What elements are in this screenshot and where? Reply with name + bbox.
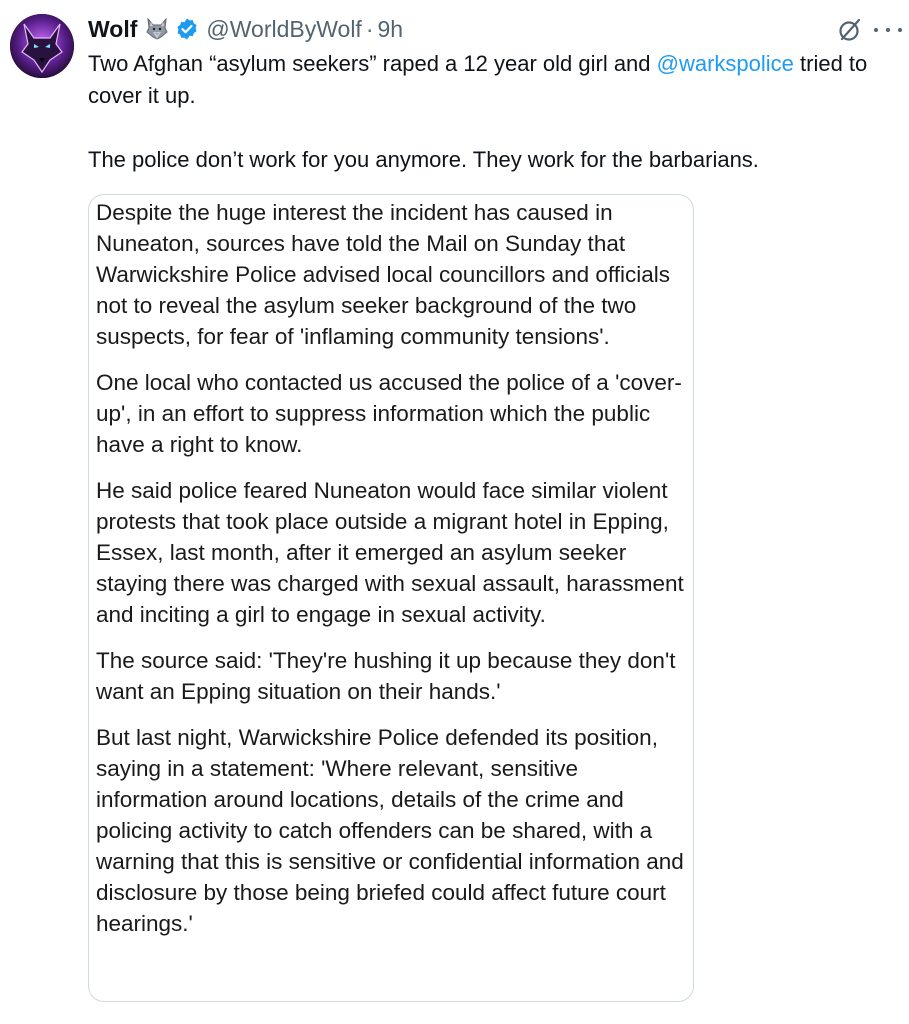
tweet-text-part: Two Afghan “asylum seekers” raped a 12 year old girl and xyxy=(88,51,657,76)
timestamp[interactable]: 9h xyxy=(377,15,404,42)
article-screenshot xyxy=(96,197,688,954)
verified-badge-icon[interactable] xyxy=(175,17,199,41)
article-paragraph: The source said: 'They're hushing it up because they don't want an Epping situation on their hands.' xyxy=(96,648,676,704)
author-name[interactable]: Wolf xyxy=(88,15,138,42)
tweet-header xyxy=(88,12,403,46)
tweet-text-part: tried to cover it up. xyxy=(88,51,868,108)
article-paragraph: He said police feared Nuneaton would face similar violent protests that took place outside a migrant hotel in Epping, Essex, last month, after it emerged an asylum seeker staying there was charged with sexual assault, harassment and inciting a girl to engage in sexual activity. xyxy=(96,478,684,627)
avatar[interactable] xyxy=(10,14,74,78)
tweet-paragraph-1 xyxy=(88,48,888,112)
article-paragraph: But last night, Warwickshire Police defended its position, saying in a statement: 'Where relevant, sensitive information around locations, details of the crime and policing activity to catch offenders can be shared, with a warning that this is sensitive or confidential information and disclosure by those being briefed could affect future court hearings.' xyxy=(96,725,684,936)
mention-link[interactable]: @warkspolice xyxy=(656,51,794,76)
article-paragraph: One local who contacted us accused the police of a 'cover-up', in an effort to suppress information which the public have a right to know. xyxy=(96,370,682,457)
wolf-avatar-image xyxy=(10,14,74,78)
more-dot xyxy=(886,28,890,32)
wolf-face-emoji-icon xyxy=(145,18,169,40)
grok-icon[interactable] xyxy=(836,16,864,44)
tweet-paragraph-2: The police don’t work for you anymore. They work for the barbarians. xyxy=(88,147,759,172)
article-paragraph: Despite the huge interest the incident has caused in Nuneaton, sources have told the Mail on Sunday that Warwickshire Police advised local councillors and officials not to reveal the asylum seeker background of the two suspects, for fear of 'inflaming community tensions'. xyxy=(96,200,670,349)
more-dot xyxy=(874,28,878,32)
author-handle[interactable]: @WorldByWolf xyxy=(206,15,362,42)
more-options-icon[interactable] xyxy=(874,22,902,38)
attached-image[interactable] xyxy=(88,194,694,1002)
separator-dot: · xyxy=(365,15,374,42)
more-dot xyxy=(898,28,902,32)
tweet-text xyxy=(88,48,888,176)
